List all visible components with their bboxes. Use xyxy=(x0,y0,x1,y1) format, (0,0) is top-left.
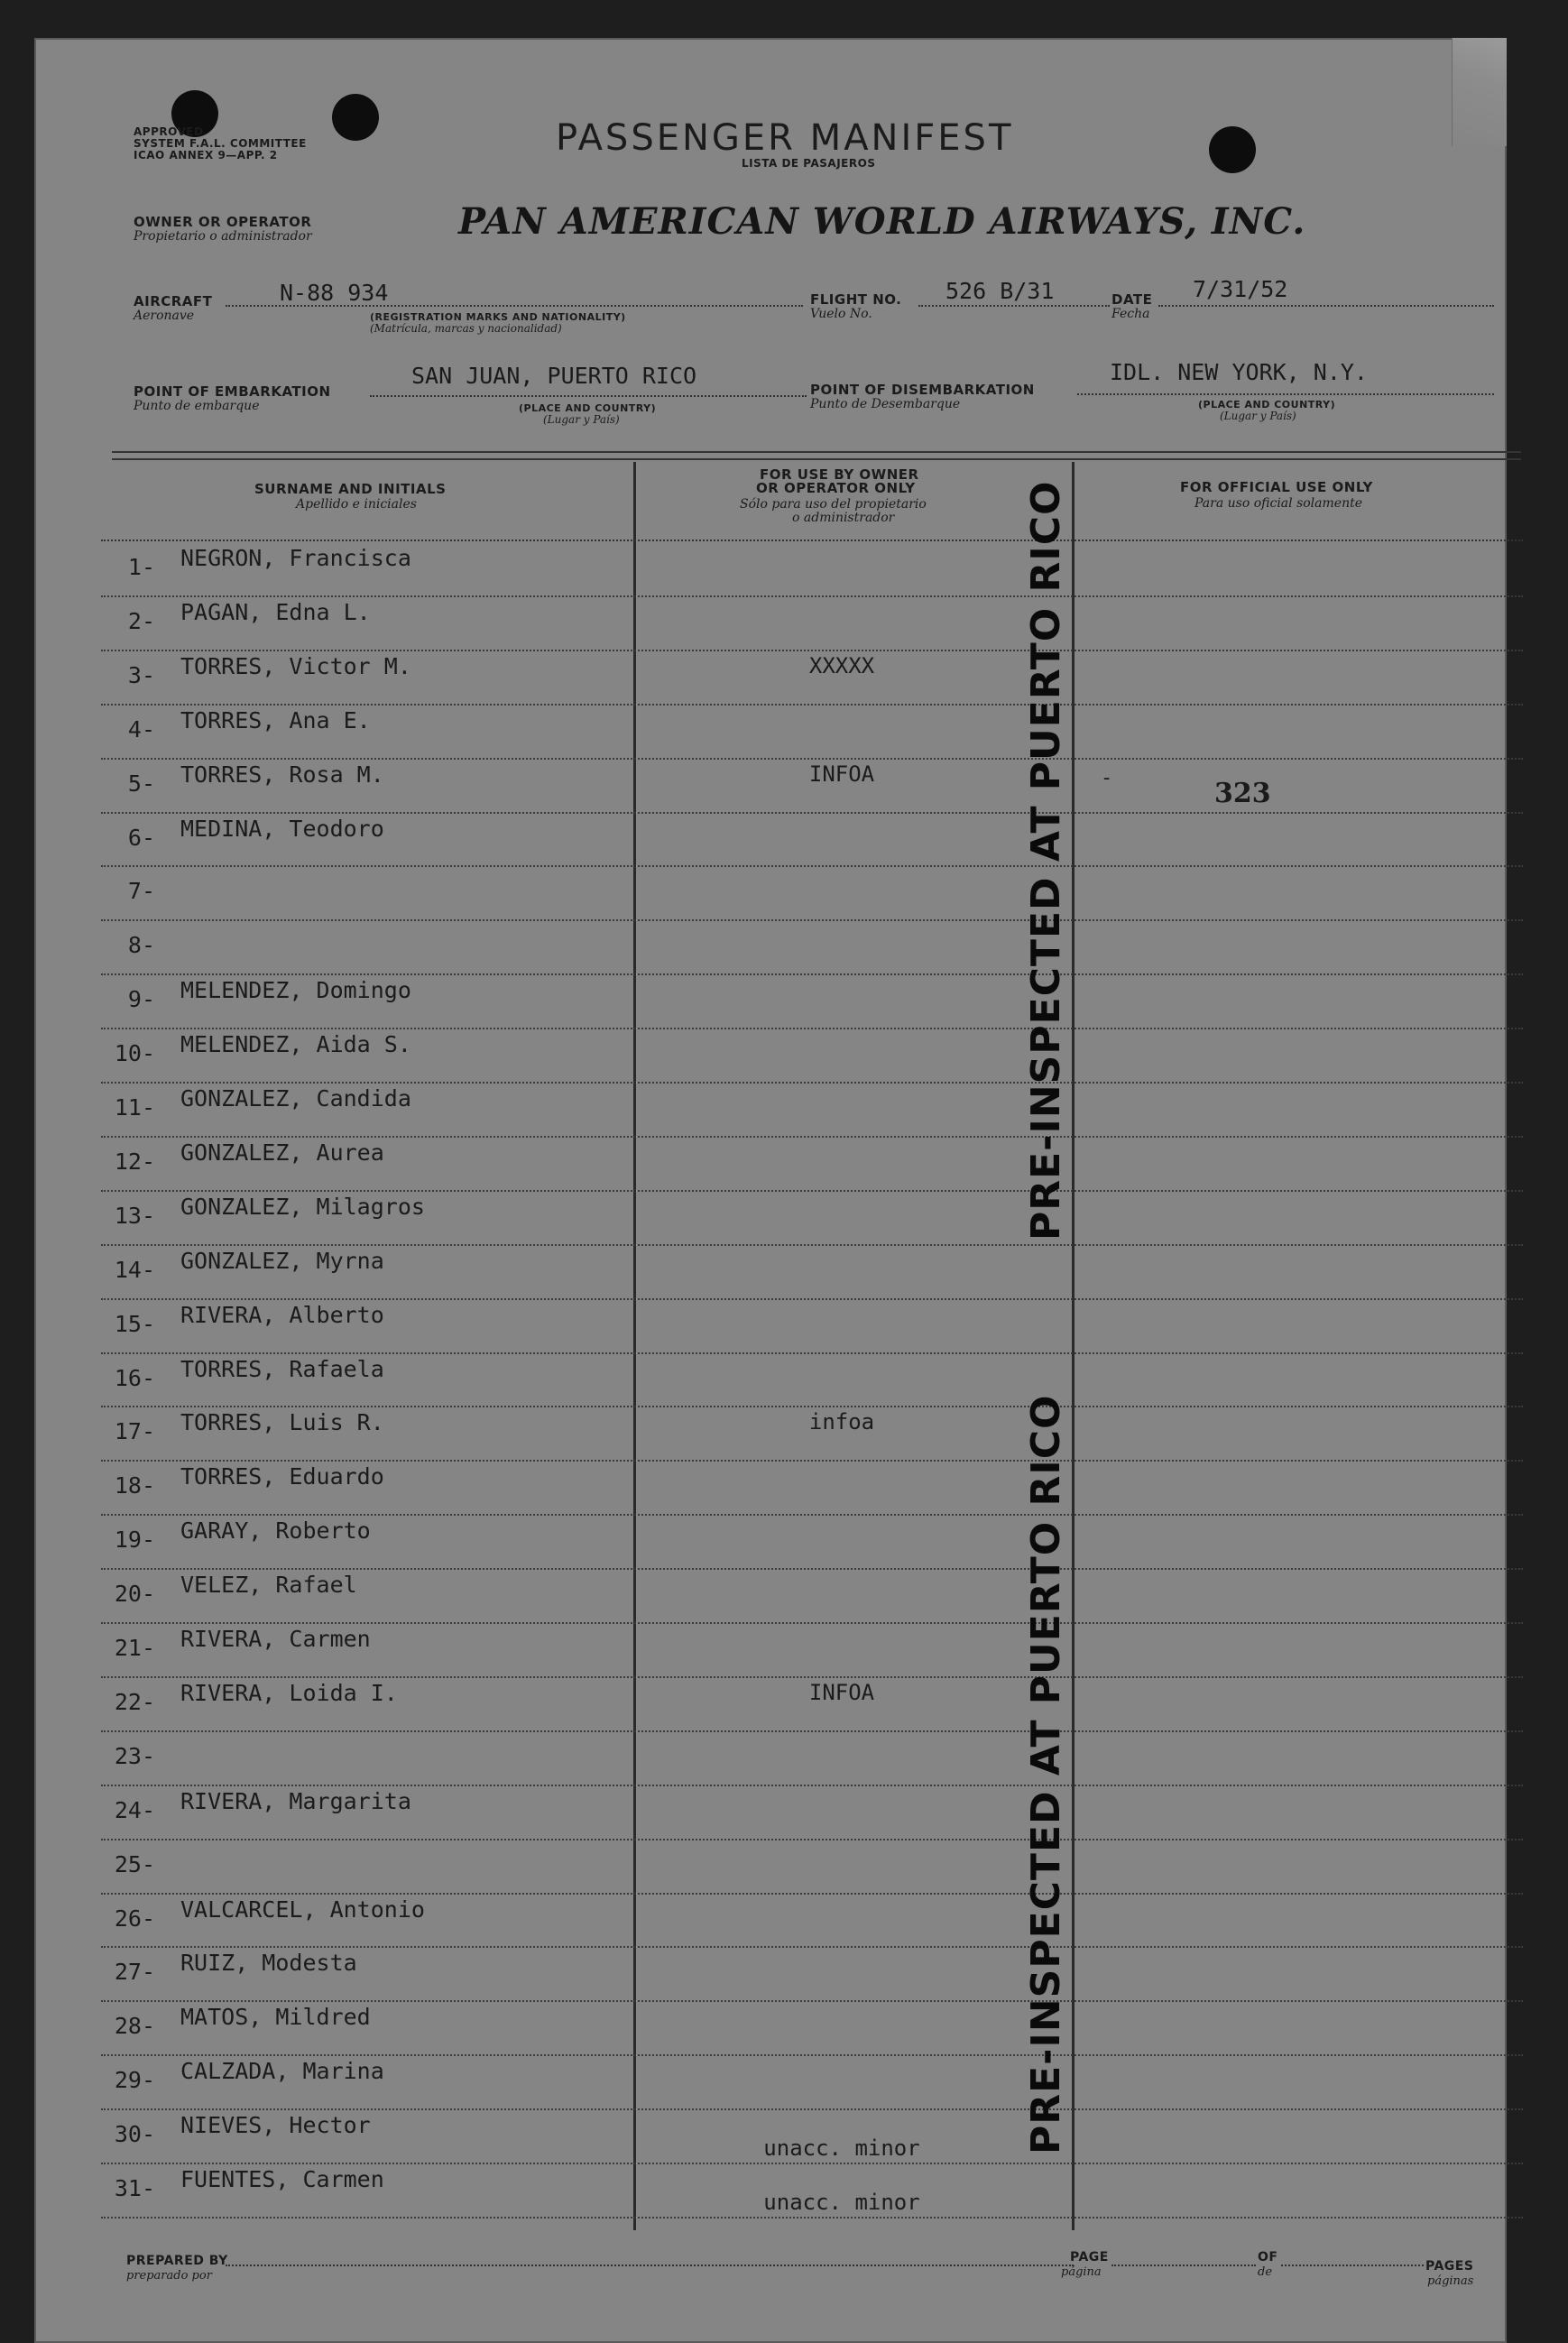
row-divider xyxy=(101,1676,1523,1678)
registration-note: (REGISTRATION MARKS AND NATIONALITY) xyxy=(370,311,626,323)
row-divider xyxy=(101,1622,1523,1624)
passenger-name: MEDINA, Teodoro xyxy=(180,815,384,842)
row-divider xyxy=(101,1893,1523,1895)
row-number: 3- xyxy=(127,661,155,688)
row-number: 14- xyxy=(114,1256,155,1283)
passenger-name: RUIZ, Modesta xyxy=(180,1950,357,1977)
col-official-header: FOR OFFICIAL USE ONLY xyxy=(1180,479,1373,495)
disembark-value: IDL. NEW YORK, N.Y. xyxy=(1110,359,1368,385)
passenger-name: TORRES, Ana E. xyxy=(180,706,371,733)
date-value: 7/31/52 xyxy=(1193,276,1288,302)
passenger-name: GARAY, Roberto xyxy=(180,1517,371,1545)
row-number: 28- xyxy=(114,2013,155,2040)
disembark-label-es: Punto de Desembarque xyxy=(810,397,961,411)
col-surname-header-es: Apellido e iniciales xyxy=(296,497,417,512)
operator-note: unacc. minor xyxy=(763,2135,920,2162)
date-label-es: Fecha xyxy=(1111,307,1150,321)
passenger-name: TORRES, Rosa M. xyxy=(180,761,384,788)
passenger-name: FUENTES, Carmen xyxy=(180,2166,384,2192)
row-divider xyxy=(101,1946,1523,1948)
row-divider xyxy=(101,919,1523,921)
row-number: 29- xyxy=(114,2067,155,2094)
row-number: 22- xyxy=(114,1688,155,1715)
col-surname-header: SURNAME AND INITIALS xyxy=(254,481,447,497)
col-owner-header-es-2: o administrador xyxy=(792,511,895,525)
approved-line: APPROVED xyxy=(134,125,204,138)
embark-label: POINT OF EMBARKATION xyxy=(134,383,331,400)
passenger-name: VELEZ, Rafael xyxy=(180,1572,357,1599)
row-number: 23- xyxy=(114,1742,155,1769)
row-divider xyxy=(101,973,1523,975)
row-divider xyxy=(101,1406,1523,1407)
date-label: DATE xyxy=(1111,291,1153,308)
aircraft-label-es: Aeronave xyxy=(134,309,195,323)
row-number: 7- xyxy=(127,878,155,905)
row-number: 13- xyxy=(114,1202,155,1229)
row-divider xyxy=(101,1785,1523,1786)
column-divider xyxy=(633,462,636,2230)
row-number: 9- xyxy=(127,986,155,1013)
row-divider xyxy=(101,1190,1523,1192)
row-number: 16- xyxy=(114,1364,155,1391)
disembark-place-note: (PLACE AND COUNTRY) xyxy=(1198,399,1336,410)
row-divider xyxy=(101,1730,1523,1732)
page-subtitle: LISTA DE PASAJEROS xyxy=(742,157,876,170)
operator-note: XXXXX xyxy=(808,652,875,678)
row-divider xyxy=(101,758,1523,760)
prepared-by-label-es: preparado por xyxy=(126,2269,212,2283)
row-number: 12- xyxy=(114,1148,155,1175)
aircraft-label: AIRCRAFT xyxy=(134,293,213,309)
passenger-name: GONZALEZ, Candida xyxy=(180,1085,411,1112)
row-divider xyxy=(101,595,1523,597)
owner-label-es: Propietario o administrador xyxy=(134,229,312,244)
operator-note: INFOA xyxy=(808,1679,875,1705)
embark-place-note: (PLACE AND COUNTRY) xyxy=(519,402,657,414)
row-divider xyxy=(101,2217,1523,2218)
passenger-name: MELENDEZ, Domingo xyxy=(180,977,411,1004)
passenger-name: MATOS, Mildred xyxy=(180,2004,371,2031)
passenger-name: RIVERA, Alberto xyxy=(180,1301,384,1328)
flight-label: FLIGHT NO. xyxy=(810,291,902,308)
row-divider xyxy=(101,1082,1523,1084)
embark-label-es: Punto de embarque xyxy=(134,399,260,413)
row-number: 26- xyxy=(114,1905,155,1932)
col-owner-header: FOR USE BY OWNER xyxy=(760,466,919,483)
row-number: 10- xyxy=(114,1040,155,1067)
row-divider xyxy=(101,2000,1523,2002)
row-number: 24- xyxy=(114,1796,155,1823)
owner-label: OWNER OR OPERATOR xyxy=(134,214,312,230)
approved-block xyxy=(134,126,307,161)
flight-label-es: Vuelo No. xyxy=(810,307,872,321)
passenger-name: TORRES, Victor M. xyxy=(180,652,411,679)
column-divider xyxy=(1072,462,1075,2230)
row-number: 20- xyxy=(114,1581,155,1608)
col-owner-header-2: OR OPERATOR ONLY xyxy=(756,480,916,496)
official-use-dash: - xyxy=(1101,767,1113,789)
approved-line: SYSTEM F.A.L. COMMITTEE xyxy=(134,137,307,150)
row-divider xyxy=(101,1298,1523,1300)
operator-note: infoa xyxy=(808,1409,875,1435)
row-number: 1- xyxy=(127,554,155,580)
row-divider xyxy=(101,1514,1523,1516)
row-divider xyxy=(101,1244,1523,1246)
passenger-name: GONZALEZ, Aurea xyxy=(180,1139,384,1166)
row-number: 27- xyxy=(114,1959,155,1986)
passenger-name: TORRES, Luis R. xyxy=(180,1409,384,1436)
row-number: 19- xyxy=(114,1527,155,1554)
passenger-name: RIVERA, Loida I. xyxy=(180,1679,398,1706)
passenger-name: PAGAN, Edna L. xyxy=(180,598,371,625)
page-label: PAGE xyxy=(1070,2250,1109,2265)
row-divider xyxy=(101,1136,1523,1138)
operator-note: unacc. minor xyxy=(763,2190,920,2215)
row-number: 8- xyxy=(127,932,155,959)
flight-value: 526 B/31 xyxy=(945,278,1055,304)
row-divider xyxy=(101,2163,1523,2164)
passenger-name: VALCARCEL, Antonio xyxy=(180,1896,425,1923)
operator-note: INFOA xyxy=(808,761,875,787)
passenger-name: CALZADA, Marina xyxy=(180,2058,384,2085)
aircraft-value: N-88 934 xyxy=(280,280,389,306)
row-number: 15- xyxy=(114,1310,155,1337)
official-use-number: 323 xyxy=(1214,778,1271,809)
passenger-name: GONZALEZ, Myrna xyxy=(180,1247,384,1274)
row-divider xyxy=(101,1352,1523,1354)
passenger-name: NEGRON, Francisca xyxy=(180,545,411,571)
row-number: 6- xyxy=(127,824,155,851)
embark-place-note-es: (Lugar y País) xyxy=(543,413,620,426)
row-divider xyxy=(101,865,1523,867)
punch-hole-right xyxy=(1209,126,1256,173)
row-number: 4- xyxy=(127,715,155,743)
passenger-name: NIEVES, Hector xyxy=(180,2112,371,2139)
row-divider xyxy=(101,704,1523,706)
punch-hole-center xyxy=(332,94,379,141)
col-owner-header-es: Sólo para uso del propietario xyxy=(740,497,927,512)
row-number: 17- xyxy=(114,1418,155,1445)
row-divider xyxy=(101,1839,1523,1840)
row-number: 31- xyxy=(114,2175,155,2201)
embark-value: SAN JUAN, PUERTO RICO xyxy=(411,363,697,389)
row-number: 18- xyxy=(114,1472,155,1499)
of-label: OF xyxy=(1258,2250,1278,2265)
passenger-name: RIVERA, Carmen xyxy=(180,1626,371,1652)
page-label-es: página xyxy=(1061,2265,1102,2279)
pages-label: PAGES xyxy=(1425,2259,1474,2274)
disembark-place-note-es: (Lugar y País) xyxy=(1220,410,1296,422)
row-number: 2- xyxy=(127,607,155,634)
row-number: 5- xyxy=(127,770,155,797)
pages-label-es: páginas xyxy=(1427,2274,1474,2288)
registration-note-es: (Matrícula, marcas y nacionalidad) xyxy=(370,322,562,335)
passenger-name: RIVERA, Margarita xyxy=(180,1787,411,1814)
row-number: 30- xyxy=(114,2121,155,2148)
passenger-name: TORRES, Eduardo xyxy=(180,1463,384,1490)
row-divider xyxy=(101,2108,1523,2110)
of-label-es: de xyxy=(1258,2265,1273,2279)
disembark-label: POINT OF DISEMBARKATION xyxy=(810,382,1035,398)
row-divider xyxy=(101,1568,1523,1570)
row-divider xyxy=(101,1028,1523,1029)
passenger-name: GONZALEZ, Milagros xyxy=(180,1193,425,1220)
passenger-name: TORRES, Rafaela xyxy=(180,1355,384,1382)
approved-line: ICAO ANNEX 9—APP. 2 xyxy=(134,149,278,161)
prepared-by-label: PREPARED BY xyxy=(126,2254,228,2268)
row-divider xyxy=(101,1460,1523,1462)
row-divider xyxy=(101,650,1523,651)
row-divider xyxy=(101,812,1523,814)
page-title: PASSENGER MANIFEST xyxy=(556,117,1014,159)
row-number: 11- xyxy=(114,1094,155,1121)
col-official-header-es: Para uso oficial solamente xyxy=(1194,496,1362,511)
row-divider xyxy=(101,2054,1523,2056)
folded-corner xyxy=(1452,38,1507,146)
row-number: 25- xyxy=(114,1850,155,1877)
passenger-name: MELENDEZ, Aida S. xyxy=(180,1031,411,1058)
owner-value: PAN AMERICAN WORLD AIRWAYS, INC. xyxy=(458,200,1306,243)
pre-inspected-stamp: PRE-INSPECTED AT PUERTO RICO xyxy=(1023,480,1069,1241)
row-number: 21- xyxy=(114,1635,155,1661)
pre-inspected-stamp: PRE-INSPECTED AT PUERTO RICO xyxy=(1023,1394,1069,2154)
